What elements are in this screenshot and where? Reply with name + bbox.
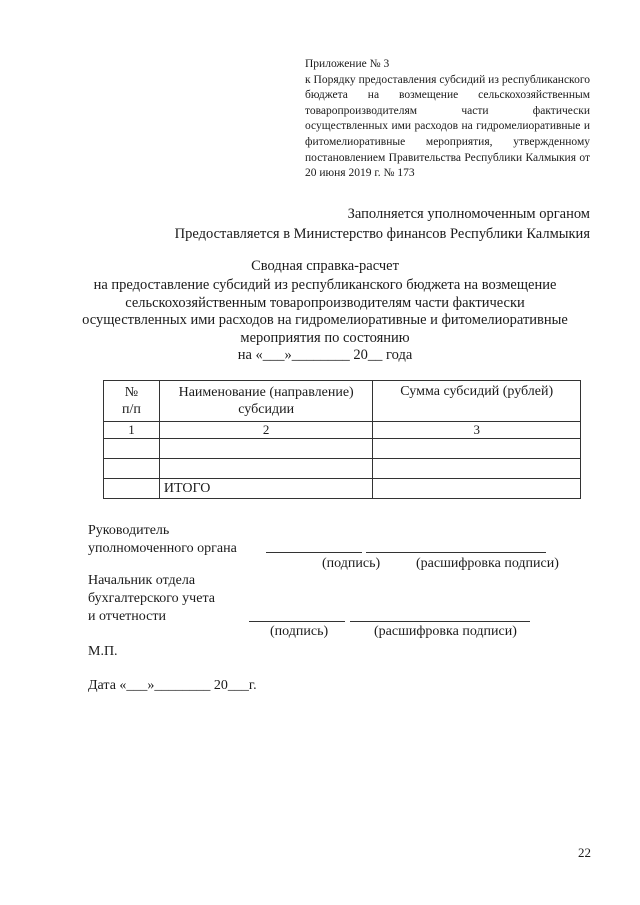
chief-title-line2: бухгалтерского учета	[88, 591, 215, 606]
table-row	[104, 439, 581, 459]
stamp-place: М.П.	[88, 644, 118, 659]
chief-decode-line	[350, 621, 530, 622]
chief-signature-line	[249, 621, 345, 622]
document-subtitle	[60, 277, 590, 365]
annex-body: к Порядку предоставления субсидий из республиканского бюджета на возмещение сельскохозяйственным товаропроизводителям части фактически осуществленных ими расходов на гидромелиоративные и фитомелиоративные мероприятия, утвержденному постановлением Правительства Республики Калмыкия от 20 июня 2019 г. № 173	[305, 73, 590, 180]
head-decode-caption: (расшифровка подписи)	[416, 556, 559, 571]
head-signature-caption: (подпись)	[322, 556, 381, 571]
table-cell	[373, 439, 581, 459]
total-label: ИТОГО	[159, 479, 373, 499]
annex-block	[305, 57, 590, 182]
head-title-line1: Руководитель	[88, 523, 170, 538]
col-header-number: № п/п	[104, 381, 160, 422]
submitted-to-note: Предоставляется в Министерство финансов Республики Калмыкия	[174, 226, 590, 242]
page-number: 22	[578, 845, 591, 860]
table-cell	[104, 479, 160, 499]
table-row-col-numbers	[104, 422, 581, 439]
table-row	[104, 459, 581, 479]
chief-title-line3: и отчетности	[88, 609, 166, 624]
total-sum-cell	[373, 479, 581, 499]
col-header-name: Наименование (направление) субсидии	[159, 381, 373, 422]
table-row-total	[104, 479, 581, 499]
as-of-date: на «___»________ 20__ года	[237, 347, 413, 363]
col-number-cell: 2	[159, 422, 373, 439]
subtitle-line: на предоставление субсидий из республиканского бюджета на возмещение	[93, 277, 557, 293]
table-header-row	[104, 381, 581, 422]
date-line: Дата «___»________ 20___г.	[88, 678, 257, 693]
head-decode-line	[366, 552, 546, 553]
head-signature-line	[266, 552, 362, 553]
table-cell	[104, 459, 160, 479]
col-number-cell: 3	[373, 422, 581, 439]
chief-title-line1: Начальник отдела	[88, 573, 196, 588]
chief-decode-caption: (расшифровка подписи)	[374, 624, 517, 639]
chief-signature-caption: (подпись)	[270, 624, 329, 639]
col-header-sum: Сумма субсидий (рублей)	[373, 381, 581, 422]
subsidy-table	[103, 380, 581, 499]
head-title-line2: уполномоченного органа	[88, 541, 237, 556]
document-title: Сводная справка-расчет	[251, 258, 399, 274]
table-cell	[373, 459, 581, 479]
table-cell	[159, 459, 373, 479]
subtitle-line: сельскохозяйственным товаропроизводителям части фактически	[125, 294, 525, 311]
subtitle-line: мероприятия по состоянию	[240, 329, 410, 346]
filled-by-note: Заполняется уполномоченным органом	[347, 206, 590, 222]
subtitle-line: осуществленных ими расходов на гидромелиоративные и фитомелиоративные	[82, 312, 568, 328]
table-cell	[159, 439, 373, 459]
col-number-cell: 1	[104, 422, 160, 439]
annex-title: Приложение № 3	[305, 58, 390, 70]
table-cell	[104, 439, 160, 459]
